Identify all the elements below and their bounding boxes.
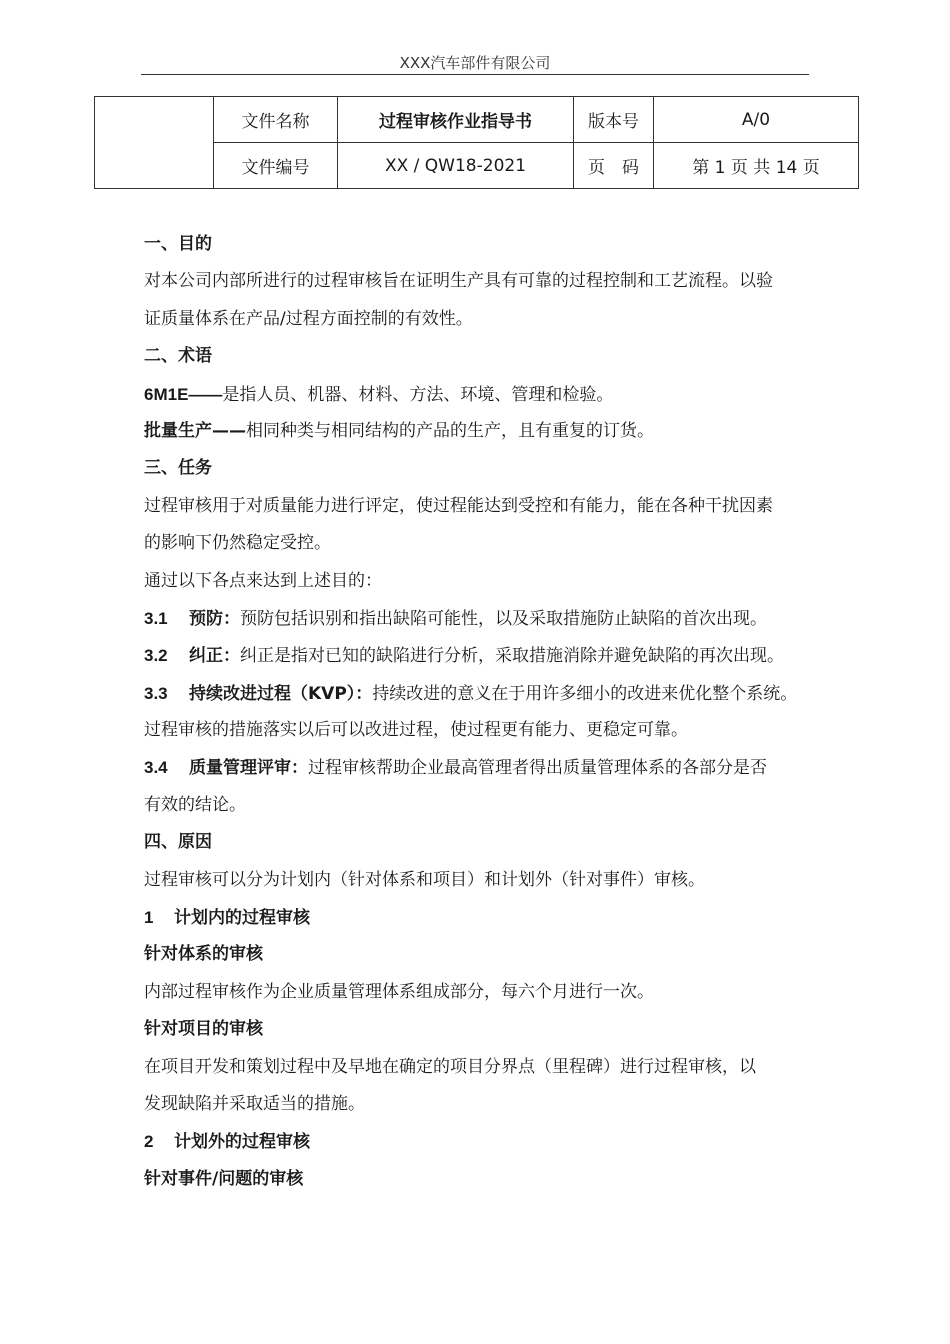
document-info-table: [94, 96, 859, 189]
section-title-tasks: 三、任务: [144, 458, 212, 479]
subsection-1: [144, 899, 856, 936]
section-title-purpose: 一、目的: [144, 234, 212, 254]
item-3-3: [144, 675, 856, 712]
term-batch-production: [144, 413, 856, 450]
paragraph-line: 有效的结论。: [144, 794, 246, 815]
paragraph-line: 过程审核的措施落实以后可以改进过程，使过程更有能力、更稳定可靠。: [144, 720, 688, 741]
term-definition: 相同种类与相同结构的产品的生产，且有重复的订货。: [246, 420, 654, 441]
version-label: 版本号: [574, 97, 654, 143]
paragraph-line: 过程审核可以分为计划内（针对体系和项目）和计划外（针对事件）审核。: [144, 869, 705, 890]
item-title: 预防：: [189, 608, 240, 629]
item-3-2: [144, 637, 856, 674]
paragraph-line: 对本公司内部所进行的过程审核旨在证明生产具有可靠的过程控制和工艺流程。以验: [144, 271, 773, 292]
paragraph-line: 在项目开发和策划过程中及早地在确定的项目分界点（里程碑）进行过程审核，以: [144, 1056, 756, 1077]
subsection-title: 计划内的过程审核: [174, 908, 310, 929]
document-body: [144, 226, 856, 1198]
file-code-label: 文件编号: [214, 143, 338, 189]
paragraph-line: 通过以下各点来达到上述目的：: [144, 570, 382, 591]
logo-cell: [95, 97, 214, 189]
version-value: A/0: [654, 97, 859, 143]
item-text: 过程审核帮助企业最高管理者得出质量管理体系的各部分是否: [308, 758, 767, 779]
subsection-2: [144, 1123, 856, 1160]
page-value: 第 1 页 共 14 页: [654, 143, 859, 189]
paragraph-line: 发现缺陷并采取适当的措施。: [144, 1093, 365, 1114]
subsection-heading: 针对项目的审核: [144, 1019, 263, 1040]
item-text: 持续改进的意义在于用许多细小的改进来优化整个系统。: [372, 683, 798, 704]
item-number: 3.3: [144, 683, 168, 703]
subsection-number: 1: [144, 908, 154, 928]
header-rule: [141, 74, 809, 75]
file-code-value: XX / QW18-2021: [338, 143, 574, 189]
section-title-reasons: 四、原因: [144, 832, 212, 853]
item-text: 预防包括识别和指出缺陷可能性，以及采取措施防止缺陷的首次出现。: [240, 608, 767, 629]
item-3-4: [144, 749, 856, 786]
item-title: 质量管理评审：: [189, 758, 308, 779]
term-6m1e: [144, 376, 856, 413]
item-title: 纠正：: [189, 646, 240, 667]
item-number: 3.4: [144, 758, 168, 778]
item-3-1: [144, 600, 856, 637]
paragraph-line: 证质量体系在产品/过程方面控制的有效性。: [144, 308, 473, 329]
subsection-title: 计划外的过程审核: [174, 1132, 310, 1153]
subsection-heading: 针对事件/问题的审核: [144, 1168, 304, 1189]
item-title: 持续改进过程（KVP）：: [189, 683, 373, 704]
file-name-value: 过程审核作业指导书: [338, 97, 574, 143]
item-number: 3.1: [144, 608, 168, 628]
term-label: 批量生产——: [144, 420, 246, 441]
paragraph-line: 过程审核用于对质量能力进行评定，使过程能达到受控和有能力，能在各种干扰因素: [144, 495, 773, 516]
page-label: 页 码: [574, 143, 654, 189]
company-name: XXX汽车部件有限公司: [399, 54, 551, 72]
paragraph-line: 内部过程审核作为企业质量管理体系组成部分，每六个月进行一次。: [144, 981, 654, 1002]
section-title-terms: 二、术语: [144, 346, 212, 367]
term-definition: 是指人员、机器、材料、方法、环境、管理和检验。: [222, 384, 614, 405]
item-text: 纠正是指对已知的缺陷进行分析，采取措施消除并避免缺陷的再次出现。: [240, 646, 784, 667]
subsection-heading: 针对体系的审核: [144, 944, 263, 965]
subsection-number: 2: [144, 1132, 154, 1152]
file-name-label: 文件名称: [214, 97, 338, 143]
term-label: 6M1E——: [144, 384, 223, 404]
paragraph-line: 的影响下仍然稳定受控。: [144, 533, 331, 554]
item-number: 3.2: [144, 646, 168, 666]
